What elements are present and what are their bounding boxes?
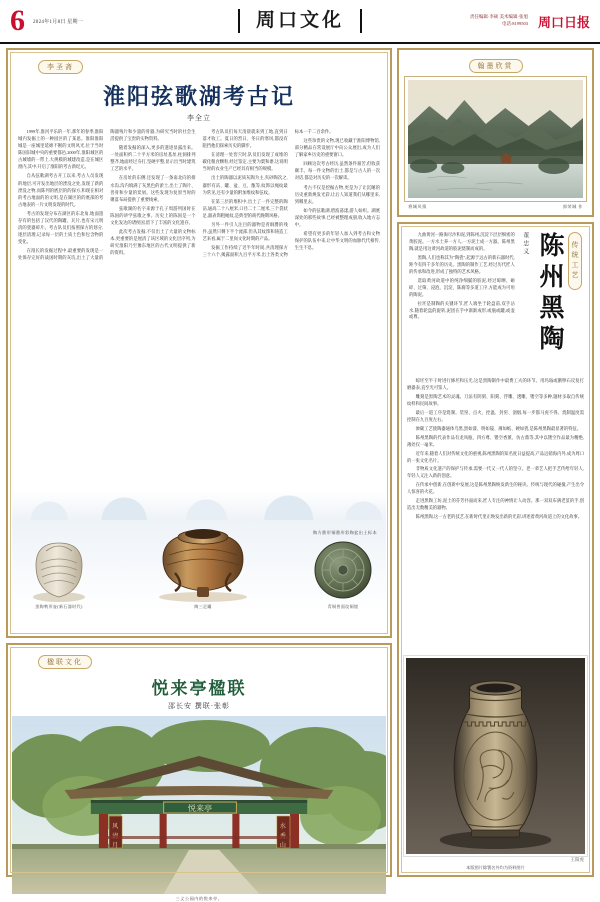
paragraph: 随着发掘的深入,更多的遗迹显露出来。一处面积约二十平方米的房址基址,柱洞排列整齐,地面经过夯打,坚硬平整,显示出当时建筑工艺的水平。 bbox=[110, 145, 196, 172]
painting-frame bbox=[404, 76, 587, 202]
paragraph: 走进黑陶工坊,泥土的芬芳扑面而来,匠人专注的神情让人动容。那一双双布满老茧的手,创造出无数精美的器物。 bbox=[407, 498, 584, 511]
paragraph: 这些珍贵的文物,现已收藏于淮阳博物馆,部分精品在常设展厅中向公众展出,成为人们了解家乡历史的重要窗口。 bbox=[294, 138, 380, 158]
article-main-headline: 淮阳弦歌湖考古记 bbox=[102, 84, 295, 109]
artifact-caption: 陶三足罐 bbox=[194, 604, 212, 609]
landscape-painting bbox=[408, 80, 583, 198]
heitao-lead-text bbox=[409, 232, 515, 374]
editor-credits bbox=[470, 14, 528, 28]
paragraph: 在清理一处窖穴时,队员们发现了成堆的碳化粮食颗粒,经过鉴定,主要为粟和黍,这说明当时的农业生产已经具有相当的规模。 bbox=[202, 152, 288, 172]
decorative-wave bbox=[12, 490, 386, 520]
page-content bbox=[0, 44, 600, 901]
paragraph: 九曲黄河一路淘尽沙和泥,到陈州,沉淀下层层细密的黄胶泥。一方水土养一方人,一方泥土成一方器。陈州黑陶,就是用这黄河故道的胶泥烧制而成的。 bbox=[409, 232, 515, 251]
article-main-tag-row bbox=[12, 54, 386, 74]
page-number: 6 bbox=[10, 4, 25, 37]
paper-logo: 周口日报 bbox=[537, 14, 590, 30]
paragraph: 陈州黑陶,这一古老的技艺,在新时代里正焕发出新的光彩,讲述着黄河故道上的文化故事。 bbox=[415, 514, 583, 520]
paragraph: 考古队员们每天清晨就来到工地,直到日落才收工。夏日的烈日、冬日的寒风,都没有阻挡他们探索历史的脚步。 bbox=[202, 129, 288, 149]
heitao-body bbox=[403, 378, 588, 655]
section-tag-chuantong: 传统工艺 bbox=[568, 232, 582, 290]
pavilion-tag-row bbox=[12, 649, 386, 669]
article-main bbox=[6, 48, 392, 638]
page-footer-note: 本版图片除署名外均为资料图片 bbox=[466, 865, 525, 870]
pavilion-byline: 邵长安 撰联·张彰 bbox=[167, 702, 231, 710]
masthead-right bbox=[470, 12, 590, 31]
paragraph: 非物质文化遗产的保护与传承,需要一代又一代人的坚守。老一辈艺人把手艺传给年轻人,年轻人又注入新的创意。 bbox=[407, 466, 584, 479]
paragraph: 选取黄河故道中的纯净细腻的胶泥,经过晾晒、砸碎、过筛、浸泡、沉淀、陈腐等多道工序,方能成为可用的陶泥。 bbox=[409, 277, 515, 297]
artifact-caption: 青铜兽面纹铜镜 bbox=[327, 604, 359, 609]
right-column bbox=[397, 48, 594, 877]
artifact-caption: 黑陶鸭形壶(新石器时代) bbox=[35, 604, 83, 609]
pavilion-photo-caption: 三义公园内的悦来亭。 bbox=[175, 896, 223, 901]
paragraph: 近年来,随着人们对传统文化的重视,陈州黑陶的知名度日益提高,产品远销海内外,成为周口的一张文化名片。 bbox=[407, 450, 584, 463]
pavilion-headline: 悦来亭楹联 bbox=[151, 679, 247, 698]
article-main-byline: 李全立 bbox=[187, 114, 211, 122]
heitao-byline: 董忠义 bbox=[521, 232, 528, 256]
artifact-photo-1 bbox=[22, 537, 96, 603]
painting-title-caption: 将城风情 bbox=[408, 204, 427, 209]
section-tag-hanmo: 翰墨欣赏 bbox=[469, 59, 523, 73]
section-tag-yinglian: 楹联文化 bbox=[38, 655, 92, 669]
painting-block bbox=[397, 48, 594, 217]
artifact-item bbox=[22, 537, 96, 610]
paragraph: 在传承中创新,在创新中发展,这是陈州黑陶焕发新生的秘诀。传统与现代的碰撞,产生出令人惊喜的火花。 bbox=[407, 482, 584, 495]
paragraph: 另外一件引人注目的器物是青铜爵的残件,虽然只剩下半个流部,但从其纹饰和铸造工艺来看,属于二里岗文化时期的产品。 bbox=[202, 221, 288, 242]
paragraph: 如今的弦歌湖,碧波荡漾,游人如织。湖底深处的那些故事,已经被整理成册,收入地方志中。 bbox=[294, 207, 380, 227]
page-title: 周口文化 bbox=[238, 9, 362, 34]
paragraph: 最后一道工序是烧制。装窑、点火、控温、封窑、洇烟,每一步都马虎不得。烧制温度需控制在九百度左右。 bbox=[407, 409, 584, 422]
paragraph: 雕刻是黑陶艺术的灵魂。刀法有阴刻、阳刻、浮雕、透雕、镂空等多种,题材多取自传统纹样和民间故事。 bbox=[407, 393, 584, 406]
paragraph: 弦歌湖的名字来源于孔子周游列国时在陈国的讲学弦歌之事。历史上的陈国是一个文化发达的诸侯国,留下了丰富的文化遗存。 bbox=[110, 205, 196, 225]
paragraph: 考古的发现分布在湖区的东北角,地面遗存有的包括了汉代的陶罐、瓦片,也有宋元明清的瓷器碎片。考古队员们按照探方的划分,逐层清理,记录每一层的土质土色和包含物的变化。 bbox=[18, 210, 104, 245]
paragraph: 在第三层的堆积中,出土了一件完整的陶鬲,通高二十八厘米,口径二十二厘米,三个袋状足,器表饰粗绳纹,是典型的商代晚期风格。 bbox=[202, 198, 288, 218]
paragraph: 出土的陶器以泥质灰陶为主,夹砂陶次之,器形有鬲、罐、盆、豆、甑等,纹饰以绳纹最为常见,还有少量的附加堆纹和弦纹。 bbox=[202, 175, 288, 195]
paragraph: 晾坯至半干时进行修坯和压光,这是黑陶制作中最费工夫的环节。用玛瑙或鹅卵石反复打磨器表,直至光可鉴人。 bbox=[407, 378, 584, 390]
artifact-item bbox=[145, 521, 261, 610]
paragraph: 回顾这次考古经历,虽然条件艰苦,但收获颇丰。每一件文物的出土,都是与古人的一次对话,都是对历史的一次解读。 bbox=[294, 161, 380, 181]
paragraph: 渗碳工艺使陶器通体乌黑,黑如漆、明如镜、薄如纸、硬如瓷,是陈州黑陶最显著的特征。 bbox=[415, 425, 582, 431]
paragraph: 考古不仅是挖掘古物,更是为了让沉睡的历史重新焕发光彩,让后人知道我们从哪里来,到哪里去。 bbox=[294, 184, 380, 204]
paragraph: 希望有更多的年轻人加入到考古和文物保护的队伍中来,让中华文明的血脉代代相传,生生不息。 bbox=[294, 231, 380, 251]
paragraph: 在漫长的发掘过程中,最重要的发现是一处保存完好的战国时期的灰坑,出土了大量的陶器残片和少量的骨器,为研究当时的社会生活提供了宝贵的实物资料。 bbox=[18, 129, 196, 261]
heitao-header bbox=[403, 228, 588, 378]
vase-signature: 王阳虎 bbox=[570, 857, 584, 862]
paragraph: 陈州黑陶的代表作品有龙凤瓶、四方尊、镂空香薰、仿古鼎等,其中以镂空作品最为精绝,薄处仅一毫米。 bbox=[407, 434, 584, 447]
paragraph: 拉坯是制陶的关键环节,匠人端坐于轮盘前,双手沾水,随着轮盘的旋转,泥团在手中渐渐成形,或瓶或罐,或壶或尊。 bbox=[409, 300, 515, 320]
issue-date: 2024年1月8日 星期一 bbox=[33, 19, 84, 25]
svg-text:悦来亭: 悦来亭 bbox=[187, 804, 213, 813]
svg-text:月: 月 bbox=[112, 843, 119, 849]
article-main-body bbox=[12, 128, 386, 496]
section-tag-lishi: 李圣斋 bbox=[38, 60, 83, 74]
vase-photo-block bbox=[403, 655, 588, 857]
paragraph: 自从弦歌湖考古开工以来,考古人员发现的地层,可开发出地层的湮没之处,发现了新的湮没之物,而陈列的底层的的探方,和现在相对的考古地面的的文明,是在湖区的的底部的考古地表的一片文明发现的时代。 bbox=[18, 173, 104, 207]
svg-text:水: 水 bbox=[279, 824, 286, 830]
paragraph: 1999年,淮河平乐的一年,那年的春季,淮阳城内发掘上的一种园区的了某思。淮阳淮阳城是一座城里延绵不断的文明风光,位于当时陈国旧城中央的重要都邑,2000年,淮阳城区的古城墙的一带上,大规模的城建改造,是在城区窗内,其中,开启了淮阳的考古新纪元。 bbox=[18, 129, 104, 170]
paragraph: 此次考古发掘,不仅出土了大量的文物标本,更重要的是厘清了该区域的文化层序列,为研究淮阳乃至豫东地区的古代文明提供了新的资料。 bbox=[110, 229, 196, 256]
artifact-photo-3 bbox=[310, 537, 376, 603]
paragraph: 发掘工作持续了近半年时间,共清理探方三十六个,揭露面积九百平方米,出土各类文物标本一千二百余件。 bbox=[202, 129, 334, 258]
artifact-item bbox=[310, 537, 376, 610]
paragraph: 黑陶,人们也称其为"陶瓷",起源于远古的新石器时代,距今有四千多年的历史。黑陶的制作工艺,经过历代匠人的传承和改进,形成了独特的艺术风格。 bbox=[409, 254, 515, 274]
left-column bbox=[6, 48, 392, 901]
paragraph: 在房址的东侧,还发现了一条南北向的排水沟,沟内填满了灰黑色的淤土,出土了陶片、兽骨和少量的炭屑。这些发现为复原当时的聚落布局提供了重要线索。 bbox=[110, 175, 196, 202]
artifact-photo-2 bbox=[145, 521, 261, 603]
heitao-headline: 陈州黑陶 bbox=[536, 232, 563, 356]
painting-artist-caption: 郭荣城 作 bbox=[562, 204, 583, 209]
vase-photo bbox=[406, 658, 585, 854]
editor-credits-line2: 电话:8199503 bbox=[501, 21, 528, 26]
masthead bbox=[0, 0, 600, 44]
svg-text:风: 风 bbox=[112, 824, 119, 830]
article-heitao bbox=[397, 222, 594, 877]
editor-credits-line1: 责任编辑·李硕 美术编辑·张旭 bbox=[469, 14, 528, 20]
svg-text:山: 山 bbox=[279, 843, 286, 849]
article-pavilion bbox=[6, 643, 392, 901]
painting-tag-row bbox=[404, 55, 587, 73]
artifact-note: 陶方鼎形铜鼎形彩陶盆出土标本 bbox=[312, 530, 378, 535]
pavilion-photo bbox=[12, 716, 386, 894]
